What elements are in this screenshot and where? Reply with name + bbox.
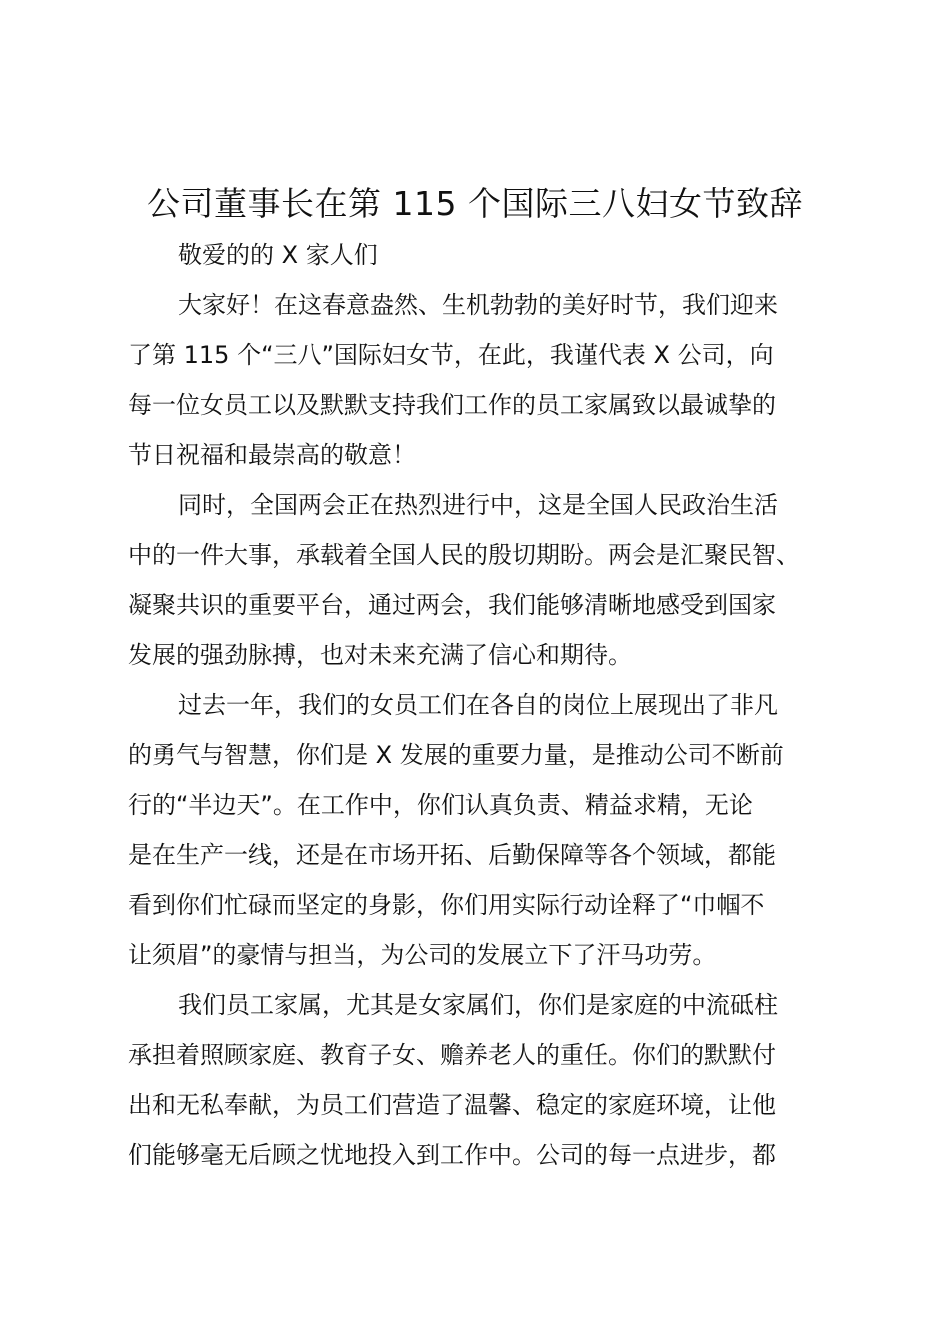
paragraph-line: 节日祝福和最崇高的敬意！ <box>128 441 416 469</box>
paragraph-line: 的勇气与智慧，你们是 X 发展的重要力量，是推动公司不断前 <box>128 741 784 769</box>
paragraph-line: 是在生产一线，还是在市场开拓、后勤保障等各个领域，都能 <box>128 841 776 869</box>
paragraph-line: 看到你们忙碌而坚定的身影，你们用实际行动诠释了“巾帼不 <box>128 891 765 919</box>
paragraph-line: 凝聚共识的重要平台，通过两会，我们能够清晰地感受到国家 <box>128 591 776 619</box>
paragraph-line: 了第 115 个“三八”国际妇女节，在此，我谨代表 X 公司，向 <box>128 341 774 369</box>
paragraph-line: 大家好！在这春意盎然、生机勃勃的美好时节，我们迎来 <box>178 291 778 319</box>
paragraph-line: 承担着照顾家庭、教育子女、赡养老人的重任。你们的默默付 <box>128 1041 776 1069</box>
paragraph-line: 同时，全国两会正在热烈进行中，这是全国人民政治生活 <box>178 491 778 519</box>
paragraph-line: 每一位女员工以及默默支持我们工作的员工家属致以最诚挚的 <box>128 391 776 419</box>
paragraph-line: 中的一件大事，承载着全国人民的殷切期盼。两会是汇聚民智、 <box>128 541 800 569</box>
paragraph-line: 让须眉”的豪情与担当，为公司的发展立下了汗马功劳。 <box>128 941 717 969</box>
paragraph-line: 过去一年，我们的女员工们在各自的岗位上展现出了非凡 <box>178 691 778 719</box>
paragraph-line: 们能够毫无后顾之忧地投入到工作中。公司的每一点进步，都 <box>128 1141 776 1169</box>
paragraph-line: 我们员工家属，尤其是女家属们，你们是家庭的中流砥柱 <box>178 991 778 1019</box>
paragraph-line: 出和无私奉献，为员工们营造了温馨、稳定的家庭环境，让他 <box>128 1091 776 1119</box>
document-title: 公司董事长在第 115 个国际三八妇女节致辞 <box>147 184 803 223</box>
paragraph-line: 行的“半边天”。在工作中，你们认真负责、精益求精，无论 <box>128 791 753 819</box>
paragraph-line: 发展的强劲脉搏，也对未来充满了信心和期待。 <box>128 641 632 669</box>
salutation: 敬爱的的 X 家人们 <box>178 241 378 269</box>
